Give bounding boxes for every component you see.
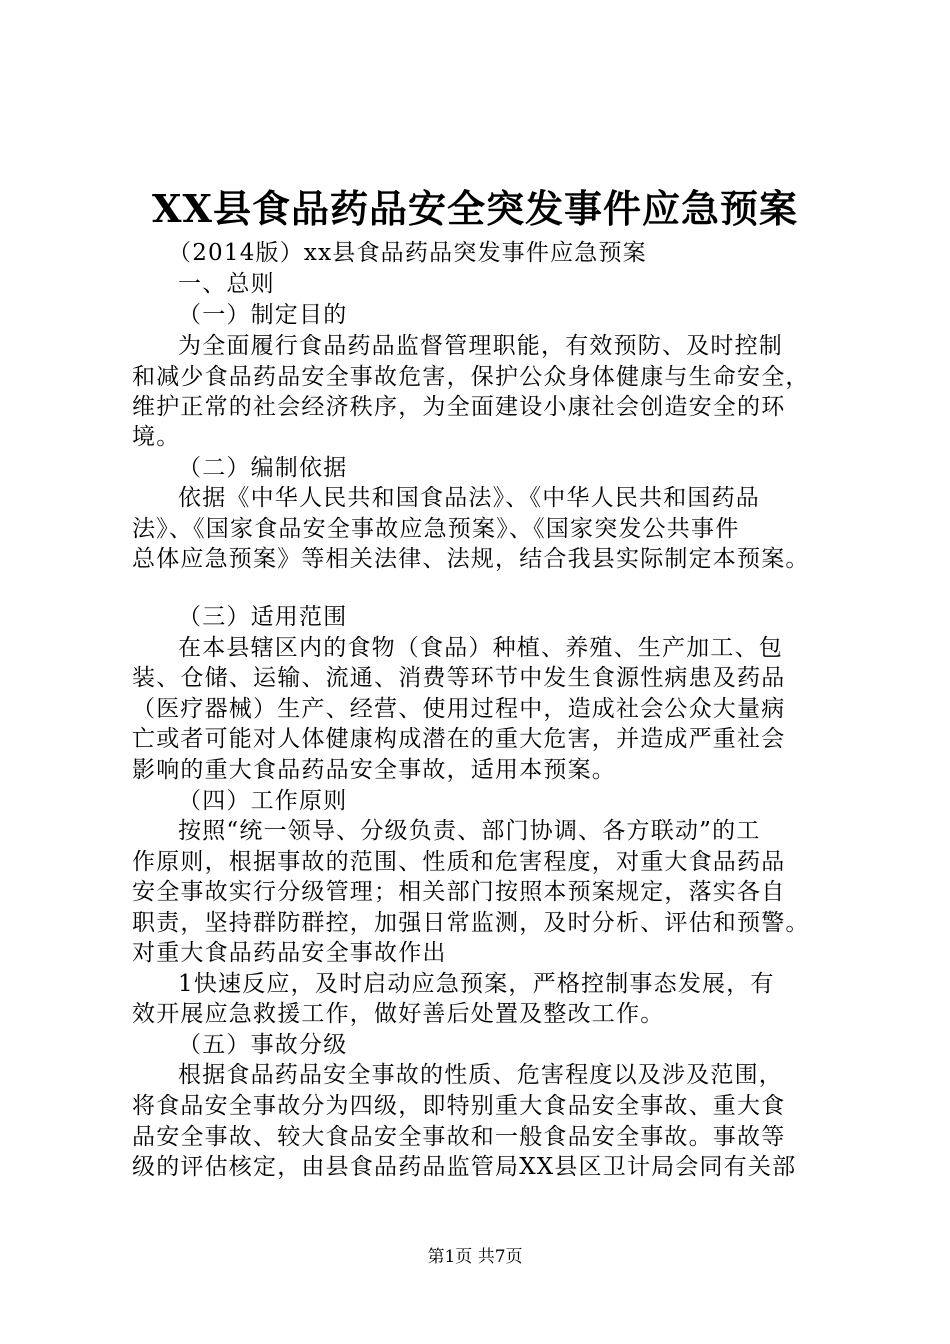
paragraph-line: 亡或者可能对人体健康构成潜在的重大危害，并造成严重社会: [132, 726, 786, 752]
paragraph-line: 级的评估核定，由县食品药品监管局XX县区卫计局会同有关部: [132, 1154, 797, 1180]
paragraph-line: 根据食品药品安全事故的性质、危害程度以及涉及范围，: [178, 1062, 783, 1088]
paragraph-line: 和减少食品药品安全事故危害，保护公众身体健康与生命安全，: [132, 364, 810, 390]
page-number: 第1页 共7页: [427, 1247, 523, 1267]
paragraph-line: 对重大食品药品安全事故作出: [132, 940, 447, 966]
paragraph-line: 1快速反应，及时启动应急预案，严格控制事态发展，有: [178, 971, 775, 997]
paragraph-line: 将食品安全事故分为四级，即特别重大食品安全事故、重大食: [132, 1093, 786, 1119]
paragraph-line: 境。: [132, 424, 181, 450]
paragraph-line: 作原则，根据事故的范围、性质和危害程度，对重大食品药品: [132, 849, 786, 875]
subtitle-line: （2014版）xx县食品药品突发事件应急预案: [168, 240, 647, 266]
subsection-heading: （一）制定目的: [178, 302, 348, 328]
paragraph-line: 按照“统一领导、分级负责、部门协调、各方联动”的工: [178, 818, 761, 844]
paragraph-line: 装、仓储、运输、流通、消费等环节中发生食源性病患及药品: [132, 665, 786, 691]
paragraph-line: 安全事故实行分级管理；相关部门按照本预案规定，落实各自: [132, 879, 786, 905]
subsection-heading: （二）编制依据: [178, 455, 348, 481]
subsection-heading: （四）工作原则: [178, 788, 348, 814]
paragraph-line: 依据《中华人民共和国食品法》、《中华人民共和国药品: [178, 485, 760, 511]
paragraph-line: 在本县辖区内的食物（食品）种植、养殖、生产加工、包: [178, 635, 783, 661]
paragraph-line: 影响的重大食品药品安全事故，适用本预案。: [132, 757, 616, 783]
paragraph-line: 维护正常的社会经济秩序，为全面建设小康社会创造安全的环: [132, 394, 786, 420]
paragraph-line: 法》、《国家食品安全事故应急预案》、《国家突发公共事件: [132, 516, 740, 542]
document-title: XX县食品药品安全突发事件应急预案: [152, 186, 798, 231]
paragraph-line: 职责，坚持群防群控，加强日常监测，及时分析、评估和预警。: [132, 910, 810, 936]
paragraph-line: 效开展应急救援工作，做好善后处置及整改工作。: [132, 1001, 665, 1027]
paragraph-line: 品安全事故、较大食品安全事故和一般食品安全事故。事故等: [132, 1124, 786, 1150]
paragraph-line: 为全面履行食品药品监督管理职能，有效预防、及时控制: [178, 333, 783, 359]
paragraph-line: 总体应急预案》等相关法律、法规，结合我县实际制定本预案。: [132, 546, 810, 572]
subsection-heading: （五）事故分级: [178, 1032, 348, 1058]
section-heading: 一、总则: [178, 271, 275, 297]
paragraph-line: （医疗器械）生产、经营、使用过程中，造成社会公众大量病: [132, 696, 786, 722]
subsection-heading: （三）适用范围: [178, 604, 348, 630]
